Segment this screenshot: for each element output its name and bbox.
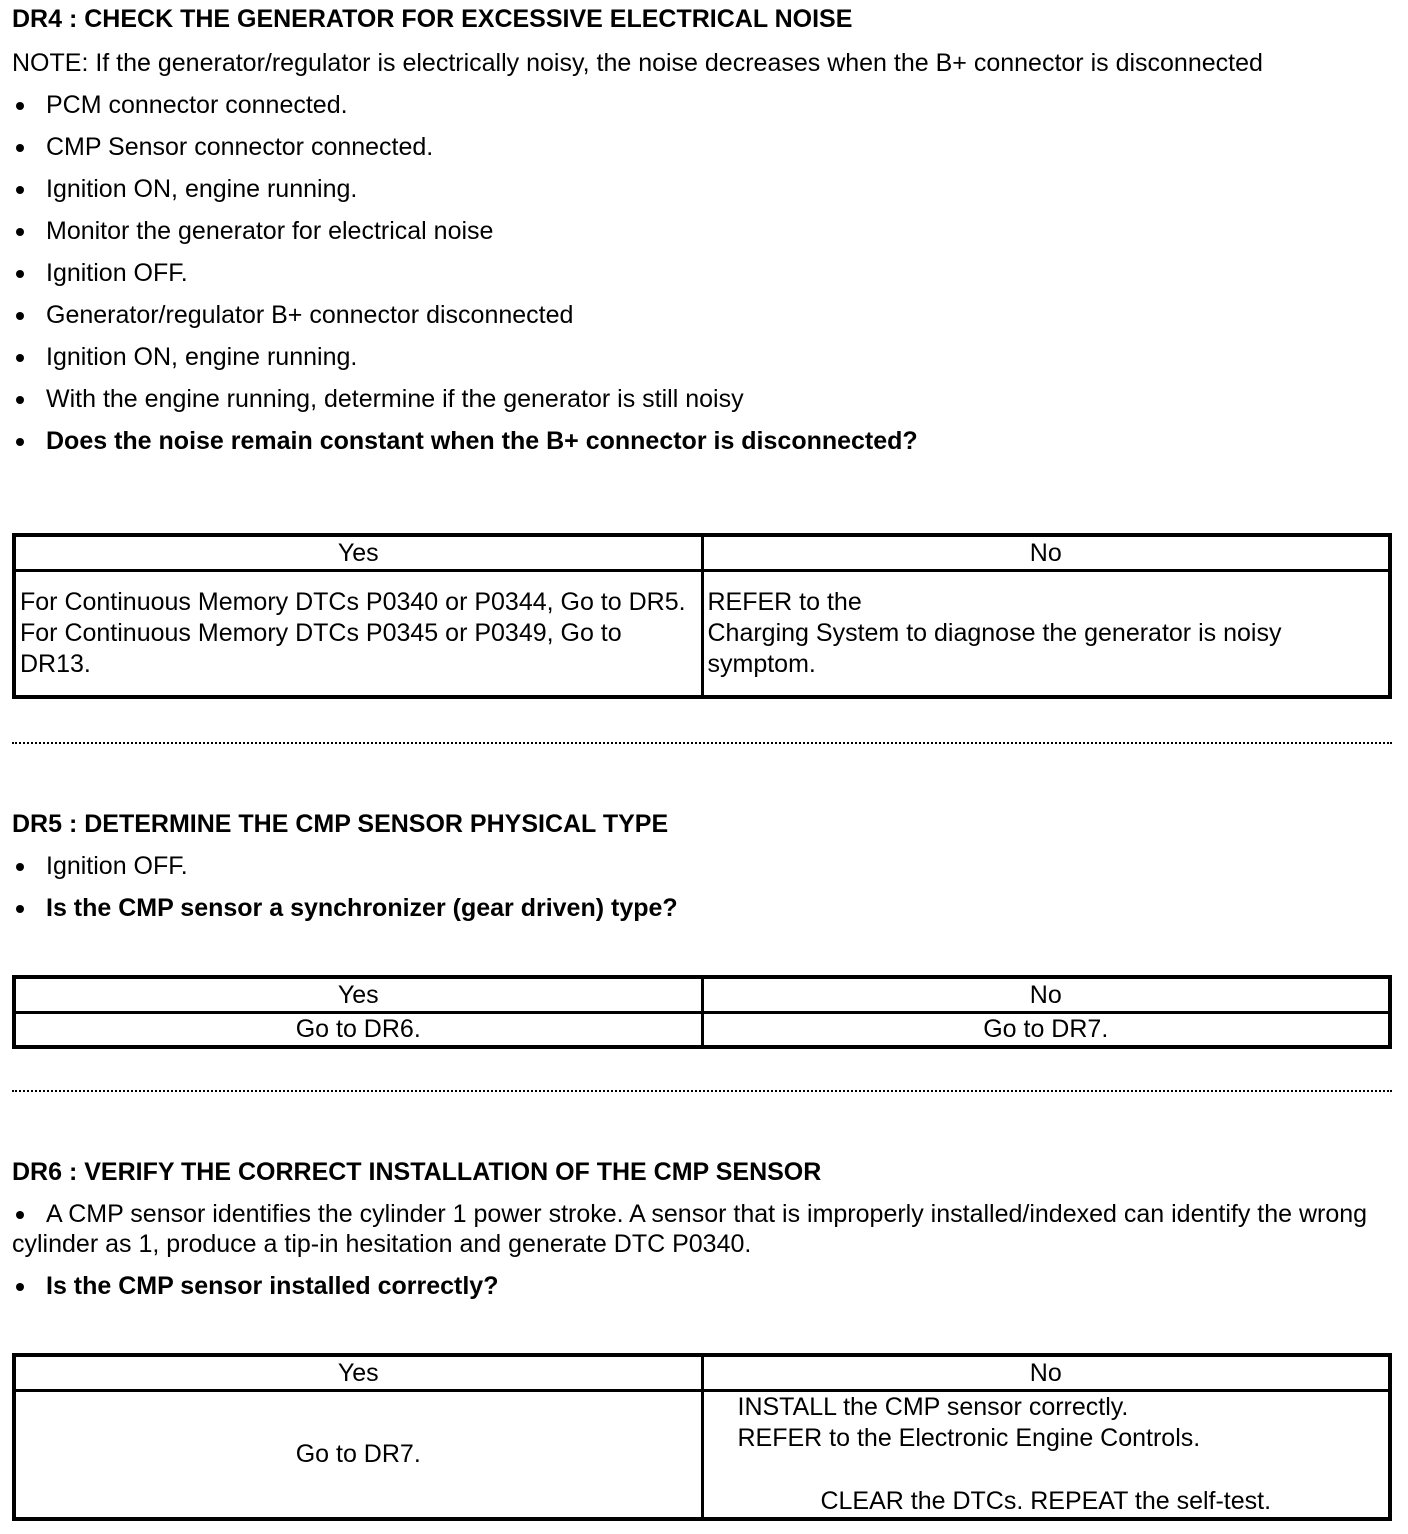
no-header: No <box>702 977 1390 1013</box>
step-item: Ignition OFF. <box>12 258 1392 288</box>
yes-header: Yes <box>14 535 702 571</box>
bullet-icon <box>16 354 24 362</box>
no-header: No <box>702 535 1390 571</box>
bullet-icon <box>16 1211 24 1219</box>
question-item: Is the CMP sensor installed correctly? <box>12 1271 1392 1301</box>
step-item: PCM connector connected. <box>12 90 1392 120</box>
step-list <box>12 1199 1392 1301</box>
dr5-result-table <box>12 975 1392 1049</box>
bullet-icon <box>16 905 24 913</box>
section-dr4 <box>12 4 1392 456</box>
divider <box>12 742 1392 744</box>
step-item: Ignition OFF. <box>12 851 1392 881</box>
bullet-icon <box>16 102 24 110</box>
step-list <box>12 851 1392 923</box>
step-item: Ignition ON, engine running. <box>12 342 1392 372</box>
question-item: Is the CMP sensor a synchronizer (gear driven) type? <box>12 893 1392 923</box>
question-item: Does the noise remain constant when the B+ connector is disconnected? <box>12 426 1392 456</box>
no-cell: INSTALL the CMP sensor correctly. REFER to the Electronic Engine Controls. CLEAR the DTCs. REPEAT the self-test. <box>702 1391 1390 1520</box>
step-item: Monitor the generator for electrical noise <box>12 216 1392 246</box>
section-heading: DR4 : CHECK THE GENERATOR FOR EXCESSIVE ELECTRICAL NOISE <box>12 5 853 33</box>
bullet-icon <box>16 186 24 194</box>
yes-cell: Go to DR6. <box>14 1013 702 1048</box>
dr4-result-table-wrap <box>12 533 1392 699</box>
step-item: Generator/regulator B+ connector disconnected <box>12 300 1392 330</box>
bullet-icon <box>16 312 24 320</box>
bullet-icon <box>16 1283 24 1291</box>
bullet-icon <box>16 270 24 278</box>
no-header: No <box>702 1355 1390 1391</box>
bullet-icon <box>16 438 24 446</box>
section-heading: DR5 : DETERMINE THE CMP SENSOR PHYSICAL TYPE <box>12 810 669 838</box>
step-item: A CMP sensor identifies the cylinder 1 power stroke. A sensor that is improperly installed/indexed can identify the wrong cylinder as 1, produce a tip-in hesitation and generate DTC P0340. <box>12 1200 1368 1258</box>
bullet-icon <box>16 863 24 871</box>
step-list <box>12 90 1392 456</box>
yes-header: Yes <box>14 977 702 1013</box>
dr5-result-table-wrap <box>12 975 1392 1049</box>
no-cell: Go to DR7. <box>702 1013 1390 1048</box>
dr6-result-table <box>12 1353 1392 1521</box>
yes-cell: Go to DR7. <box>14 1391 702 1520</box>
bullet-icon <box>16 228 24 236</box>
yes-header: Yes <box>14 1355 702 1391</box>
dr6-result-table-wrap <box>12 1353 1392 1521</box>
step-item: With the engine running, determine if the generator is still noisy <box>12 384 1392 414</box>
section-dr5 <box>12 809 1392 923</box>
section-heading: DR6 : VERIFY THE CORRECT INSTALLATION OF THE CMP SENSOR <box>12 1158 822 1186</box>
step-item: Ignition ON, engine running. <box>12 174 1392 204</box>
dr4-result-table <box>12 533 1392 699</box>
step-item: CMP Sensor connector connected. <box>12 132 1392 162</box>
bullet-icon <box>16 396 24 404</box>
section-dr6 <box>12 1157 1392 1301</box>
no-cell: REFER to the Charging System to diagnose the generator is noisy symptom. <box>702 571 1390 697</box>
divider <box>12 1090 1392 1092</box>
yes-cell: For Continuous Memory DTCs P0340 or P0344, Go to DR5. For Continuous Memory DTCs P0345 or P0349, Go to DR13. <box>14 571 702 697</box>
note-text: NOTE: If the generator/regulator is electrically noisy, the noise decreases when the B+ connector is disconnected <box>12 49 1263 77</box>
bullet-icon <box>16 144 24 152</box>
